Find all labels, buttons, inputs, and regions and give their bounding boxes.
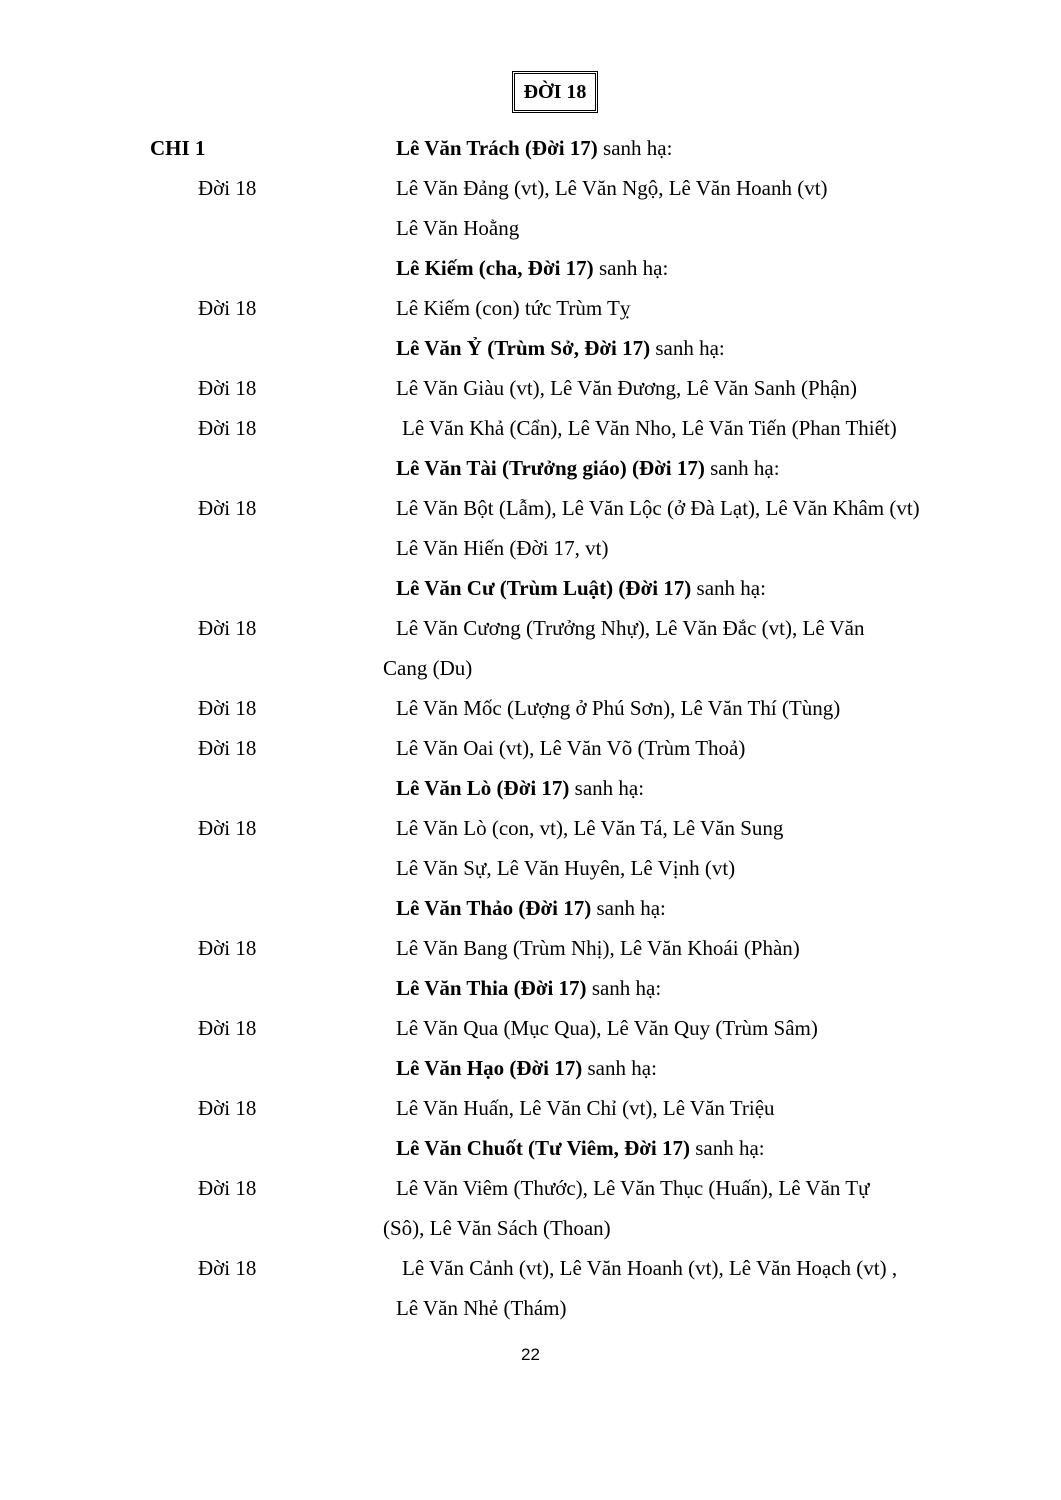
sanh-ha-text: sanh hạ: [704,456,780,480]
parent-line [396,768,644,808]
parent-name: Lê Văn Tài (Trưởng giáo) (Đời 17) [396,456,705,480]
generation-label: Đời 18 [198,696,257,720]
generation-label: Đời 18 [198,1096,257,1120]
parent-line [396,448,780,488]
parent-name: Lê Văn Ỷ (Trùm Sở, Đời 17) [396,336,651,360]
parent-name: Lê Văn Thia (Đời 17) [396,976,587,1000]
generation-label: Đời 18 [198,1016,257,1040]
children-line: Lê Kiếm (con) tức Trùm Tỵ [396,296,631,320]
generation-label: Đời 18 [198,416,257,440]
sanh-ha-text: sanh hạ: [597,136,673,160]
parent-name: Lê Văn Hạo (Đời 17) [396,1056,583,1080]
children-line: Lê Văn Hiến (Đời 17, vt) [396,536,609,560]
parent-line [396,1048,657,1088]
children-line: Lê Văn Mốc (Lượng ở Phú Sơn), Lê Văn Thí (Tùng) [396,696,841,720]
children-line: Lê Văn Cương (Trưởng Nhự), Lê Văn Đắc (vt), Lê Văn [396,616,865,640]
generation-label: Đời 18 [198,296,257,320]
children-line: Lê Văn Qua (Mục Qua), Lê Văn Quy (Trùm Sâm) [396,1016,818,1040]
children-line: Cang (Du) [383,656,473,680]
children-line: Lê Văn Oai (vt), Lê Văn Võ (Trùm Thoả) [396,736,746,760]
sanh-ha-text: sanh hạ: [582,1056,657,1080]
sanh-ha-text: sanh hạ: [586,976,662,1000]
parent-name: Lê Văn Cư (Trùm Luật) (Đời 17) [396,576,692,600]
parent-name: Lê Kiếm (cha, Đời 17) [396,256,594,280]
children-line: Lê Văn Bang (Trùm Nhị), Lê Văn Khoái (Phàn) [396,936,800,960]
generation-label: Đời 18 [198,1256,257,1280]
parent-line [396,968,661,1008]
parent-name: Lê Văn Thảo (Đời 17) [396,896,592,920]
page-number: 22 [521,1345,540,1364]
children-line: Lê Văn Sự, Lê Văn Huyên, Lê Vịnh (vt) [396,856,736,880]
children-line: Lê Văn Đảng (vt), Lê Văn Ngộ, Lê Văn Hoanh (vt) [396,176,828,200]
parent-name: Lê Văn Chuốt (Tư Viêm, Đời 17) [396,1136,690,1160]
parent-line [396,888,666,928]
page-title: ĐỜI 18 [512,71,598,113]
generation-label: Đời 18 [198,816,257,840]
sanh-ha-text: sanh hạ: [593,256,669,280]
generation-label: Đời 18 [198,1176,257,1200]
children-line: Lê Văn Khả (Cẩn), Lê Văn Nho, Lê Văn Tiến (Phan Thiết) [402,416,897,440]
children-line: Lê Văn Hoằng [396,216,520,240]
branch-label: CHI 1 [150,136,206,160]
children-line: (Sô), Lê Văn Sách (Thoan) [383,1216,611,1240]
parent-line [396,568,766,608]
children-line: Lê Văn Bột (Lẫm), Lê Văn Lộc (ở Đà Lạt), Lê Văn Khâm (vt) [396,496,920,520]
children-line: Lê Văn Nhẻ (Thám) [396,1296,567,1320]
parent-line [396,128,672,168]
children-line: Lê Văn Viêm (Thước), Lê Văn Thục (Huấn), Lê Văn Tự [396,1176,870,1200]
sanh-ha-text: sanh hạ: [591,896,666,920]
parent-line [396,1128,765,1168]
generation-label: Đời 18 [198,176,257,200]
children-line: Lê Văn Huấn, Lê Văn Chỉ (vt), Lê Văn Triệu [396,1096,775,1120]
parent-name: Lê Văn Lò (Đời 17) [396,776,570,800]
parent-line [396,328,725,368]
children-line: Lê Văn Lò (con, vt), Lê Văn Tá, Lê Văn Sung [396,816,784,840]
children-line: Lê Văn Cảnh (vt), Lê Văn Hoanh (vt), Lê Văn Hoạch (vt) , [402,1256,898,1280]
parent-name: Lê Văn Trách (Đời 17) [396,136,598,160]
generation-label: Đời 18 [198,936,257,960]
generation-label: Đời 18 [198,376,257,400]
generation-label: Đời 18 [198,736,257,760]
sanh-ha-text: sanh hạ: [569,776,645,800]
sanh-ha-text: sanh hạ: [650,336,725,360]
parent-line [396,248,668,288]
sanh-ha-text: sanh hạ: [689,1136,765,1160]
sanh-ha-text: sanh hạ: [691,576,766,600]
generation-label: Đời 18 [198,496,257,520]
children-line: Lê Văn Giàu (vt), Lê Văn Đương, Lê Văn Sanh (Phận) [396,376,858,400]
generation-label: Đời 18 [198,616,257,640]
